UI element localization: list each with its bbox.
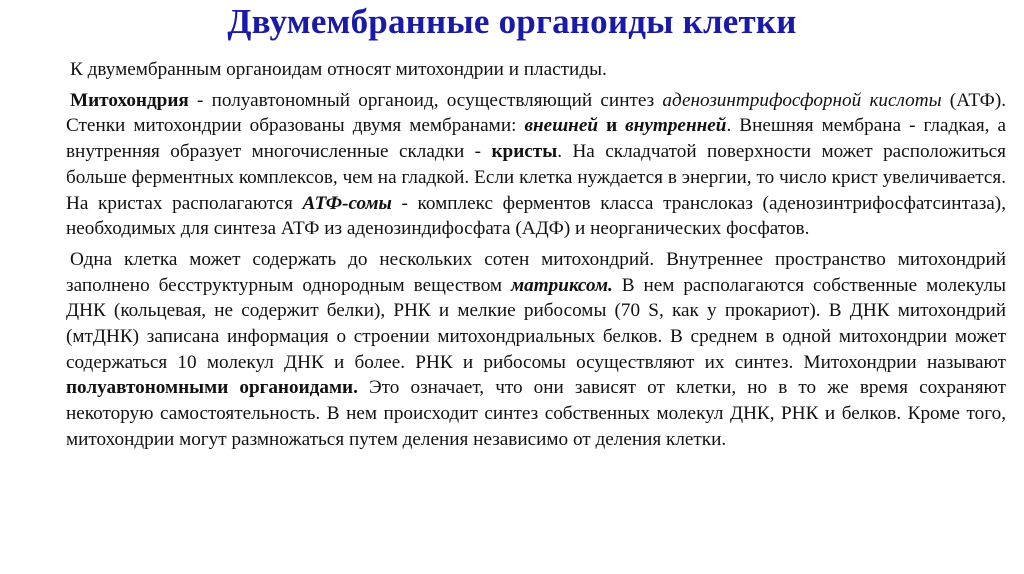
emphasized-term: внешней [524, 115, 599, 137]
text-run: - полуавтономный органоид, осуществляющий синтез [188, 89, 663, 111]
text-run: Одна клетка может содержать до нескольких сотен митохондрий. Внутреннее пространство митохондрий заполнено бесструктурным однородным веществом [66, 248, 1006, 296]
text-run: Это означает, что они зависят от клетки, но в то же время сохраняют некоторую самостоятельность. В нем происходит синтез собственных молекул ДНК, РНК и белков. Кроме того, митохондрии могут размножаться путем деления независимо от деления клетки. [66, 377, 1006, 450]
text-run: . Внешняя мембрана - гладкая, а внутренняя образует многочисленные складки - [66, 115, 1006, 163]
paragraph-intro [66, 57, 1006, 83]
text-run: . На складчатой поверхности может расположиться больше ферментных комплексов, чем на гладкой. Если клетка нуждается в энергии, то число крист увеличивается. На кристах располагаются [66, 141, 1006, 214]
text-run: В нем располагаются собственные молекулы ДНК (кольцевая, не содержит белки), РНК и мелкие рибосомы (70 S, как у прокариот). В ДНК митохондрий (мтДНК) записана информация о строении митохондриальных белков. В среднем в одной митохондрии может содержаться 10 молекул ДНК и более. РНК и рибосомы осуществляют их синтез. Митохондрии называют [66, 274, 1006, 373]
paragraph-mitochondria [66, 88, 1006, 242]
paragraph-matrix [66, 247, 1006, 453]
emphasized-term: АТФ-сомы [302, 192, 392, 214]
text-run: К двумембранным органоидам относят митохондрии и пластиды. [70, 59, 607, 80]
text-run: (АТФ). Стенки митохондрии образованы двумя мембранами: [66, 89, 1007, 137]
emphasized-term: аденозинтрифосфорной кислоты [662, 89, 942, 111]
text-run: - комплекс ферментов класса транслоказ (аденозинтрифосфатсинтаза), необходимых для синтеза АТФ из аденозиндифосфата (АДФ) и неорганических фосфатов. [66, 192, 1006, 240]
emphasized-term: внутренней [625, 115, 727, 137]
emphasized-term: Митохондрия [70, 89, 189, 111]
emphasized-term: и [598, 115, 626, 137]
slide-title: Двумембранные органоиды клетки [227, 2, 797, 41]
emphasized-term: полуавтономными органоидами. [66, 377, 358, 399]
emphasized-term: кристы [491, 141, 558, 163]
slide-body [66, 57, 1006, 458]
emphasized-term: матриксом. [511, 274, 613, 296]
